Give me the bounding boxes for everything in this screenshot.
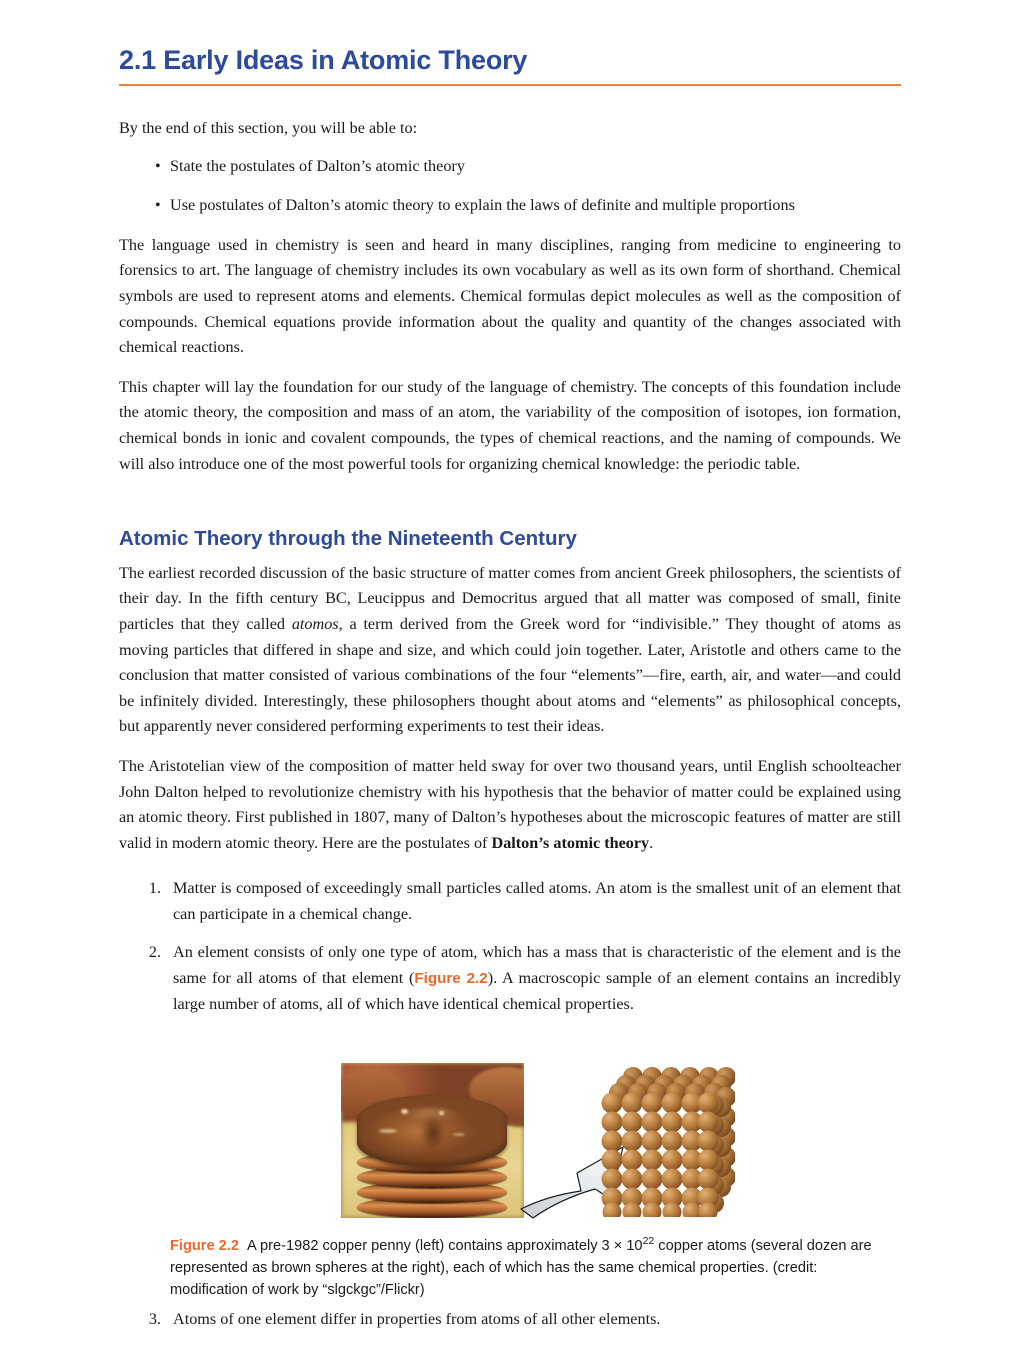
objectives-lead: By the end of this section, you will be able to: (119, 119, 418, 138)
page-content (119, 0, 901, 1346)
intro-paragraph-1: The language used in chemistry is seen and heard in many disciplines, ranging from medicine to engineering to forensics to art. The language of chemistry includes its own vocabulary as well as its own form of shorthand. Chemical symbols are used to represent atoms and elements. Chemical formulas depict molecules as well as the composition of compounds. Chemical equations provide information about the quality and quantity of the changes associated with chemical reactions. (119, 235, 901, 357)
learning-objectives-list (119, 142, 901, 219)
list-item (119, 193, 901, 219)
copper-atom-lattice-spheres (595, 1065, 735, 1217)
bullet-icon: • (155, 197, 161, 215)
term-daltons-atomic-theory: Dalton’s atomic theory (491, 833, 650, 852)
list-item (119, 940, 901, 1017)
list-number: 3. (148, 1310, 161, 1329)
paragraph-text-part: , a term derived from the Greek word for “indivisible.” They thought of atoms as moving particles that differed in shape and size, and which could join together. Later, Aristotle and others came to the conclusion that matter consisted of various combinations of the four “elements”—fire, earth, air, and water—and could be infinitely divided. Interestingly, these philosophers thought about atoms and “elements” as philosophical concepts, but apparently never considered performing experiments to test their ideas. (119, 614, 901, 736)
lattice-spheres (602, 1067, 736, 1217)
subsection-title: Atomic Theory through the Nineteenth Century (119, 527, 577, 551)
figure-caption-text-part: copper atoms (several dozen are represented as brown spheres at the right), each of which has the same chemical properties. (credit: modification of work by “slgckgc”/Flickr) (170, 1238, 872, 1299)
paragraph-text-part: The earliest recorded discussion of the basic structure of matter comes from ancient Greek philosophers, the scientists of their day. In the fifth century BC, Leucippus and Democritus argued that all matter was composed of small, finite particles that they called (119, 563, 901, 633)
postulates-list-continued (119, 1301, 901, 1333)
postulate-text: An element consists of only one type of atom, which has a mass that is characteristic of the element and is the same for all atoms of that element ( (173, 943, 901, 988)
subsection-paragraph-1 (119, 561, 901, 740)
figure-caption-exponent: 22 (642, 1235, 655, 1248)
list-number: 1. (148, 879, 161, 898)
figure-caption (119, 1221, 888, 1301)
subsection-paragraph-2 (119, 754, 901, 856)
stack-of-copper-pennies-photo (341, 1063, 524, 1218)
bullet-icon: • (155, 157, 161, 175)
objective-text: Use postulates of Dalton’s atomic theory to explain the laws of definite and multiple proportions (170, 196, 795, 215)
postulate-text: Atoms of one element differ in properties from atoms of all other elements. (173, 1310, 661, 1329)
objective-text: State the postulates of Dalton’s atomic theory (170, 156, 465, 175)
term-atomos: atomos (291, 614, 339, 633)
figure-caption-base: 10 (622, 1238, 643, 1255)
page-title: 2.1 Early Ideas in Atomic Theory (119, 45, 528, 75)
multiplication-sign: × (613, 1238, 623, 1255)
top-penny-face (357, 1095, 507, 1167)
list-item (119, 876, 901, 927)
figure-caption-label: Figure 2.2 (170, 1238, 239, 1255)
paragraph-text-part: . (649, 833, 654, 852)
list-number: 2. (148, 943, 161, 962)
intro-paragraph-2: This chapter will lay the foundation for our study of the language of chemistry. The concepts of this foundation include the atomic theory, the composition and mass of an atom, the variability of the composition of isotopes, ion formation, chemical bonds in ionic and covalent compounds, the types of chemical reactions, and the naming of compounds. We will also introduce one of the most powerful tools for organizing chemical knowledge: the periodic table. (119, 377, 901, 473)
figure-caption-text-part: A pre-1982 copper penny (left) contains approximately 3 (247, 1238, 614, 1255)
figure-reference-link[interactable]: Figure 2.2 (414, 970, 488, 988)
list-item (119, 154, 901, 180)
postulate-text: Matter is composed of exceedingly small particles called atoms. An atom is the smallest unit of an element that can participate in a chemical change. (173, 879, 901, 923)
title-underline-rule (119, 84, 901, 86)
postulates-list (119, 870, 901, 1017)
penny-stack (357, 1095, 507, 1213)
paragraph-text-part: The Aristotelian view of the composition of matter held sway for over two thousand years, until English schoolteacher John Dalton helped to revolutionize chemistry with his hypothesis that the behavior of matter could be explained using an atomic theory. First published in 1807, many of Dalton’s hypotheses about the microscopic features of matter are still valid in modern atomic theory. Here are the postulates of (119, 756, 901, 852)
list-item (119, 1307, 901, 1333)
figure-2-2 (119, 1030, 901, 1301)
figure-artwork (119, 1063, 901, 1221)
postulate-text: ). A macroscopic sample of an element contains an incredibly large number of atoms, all of which have identical chemical properties. (173, 969, 901, 1013)
sphere-lattice-icon (595, 1065, 735, 1217)
